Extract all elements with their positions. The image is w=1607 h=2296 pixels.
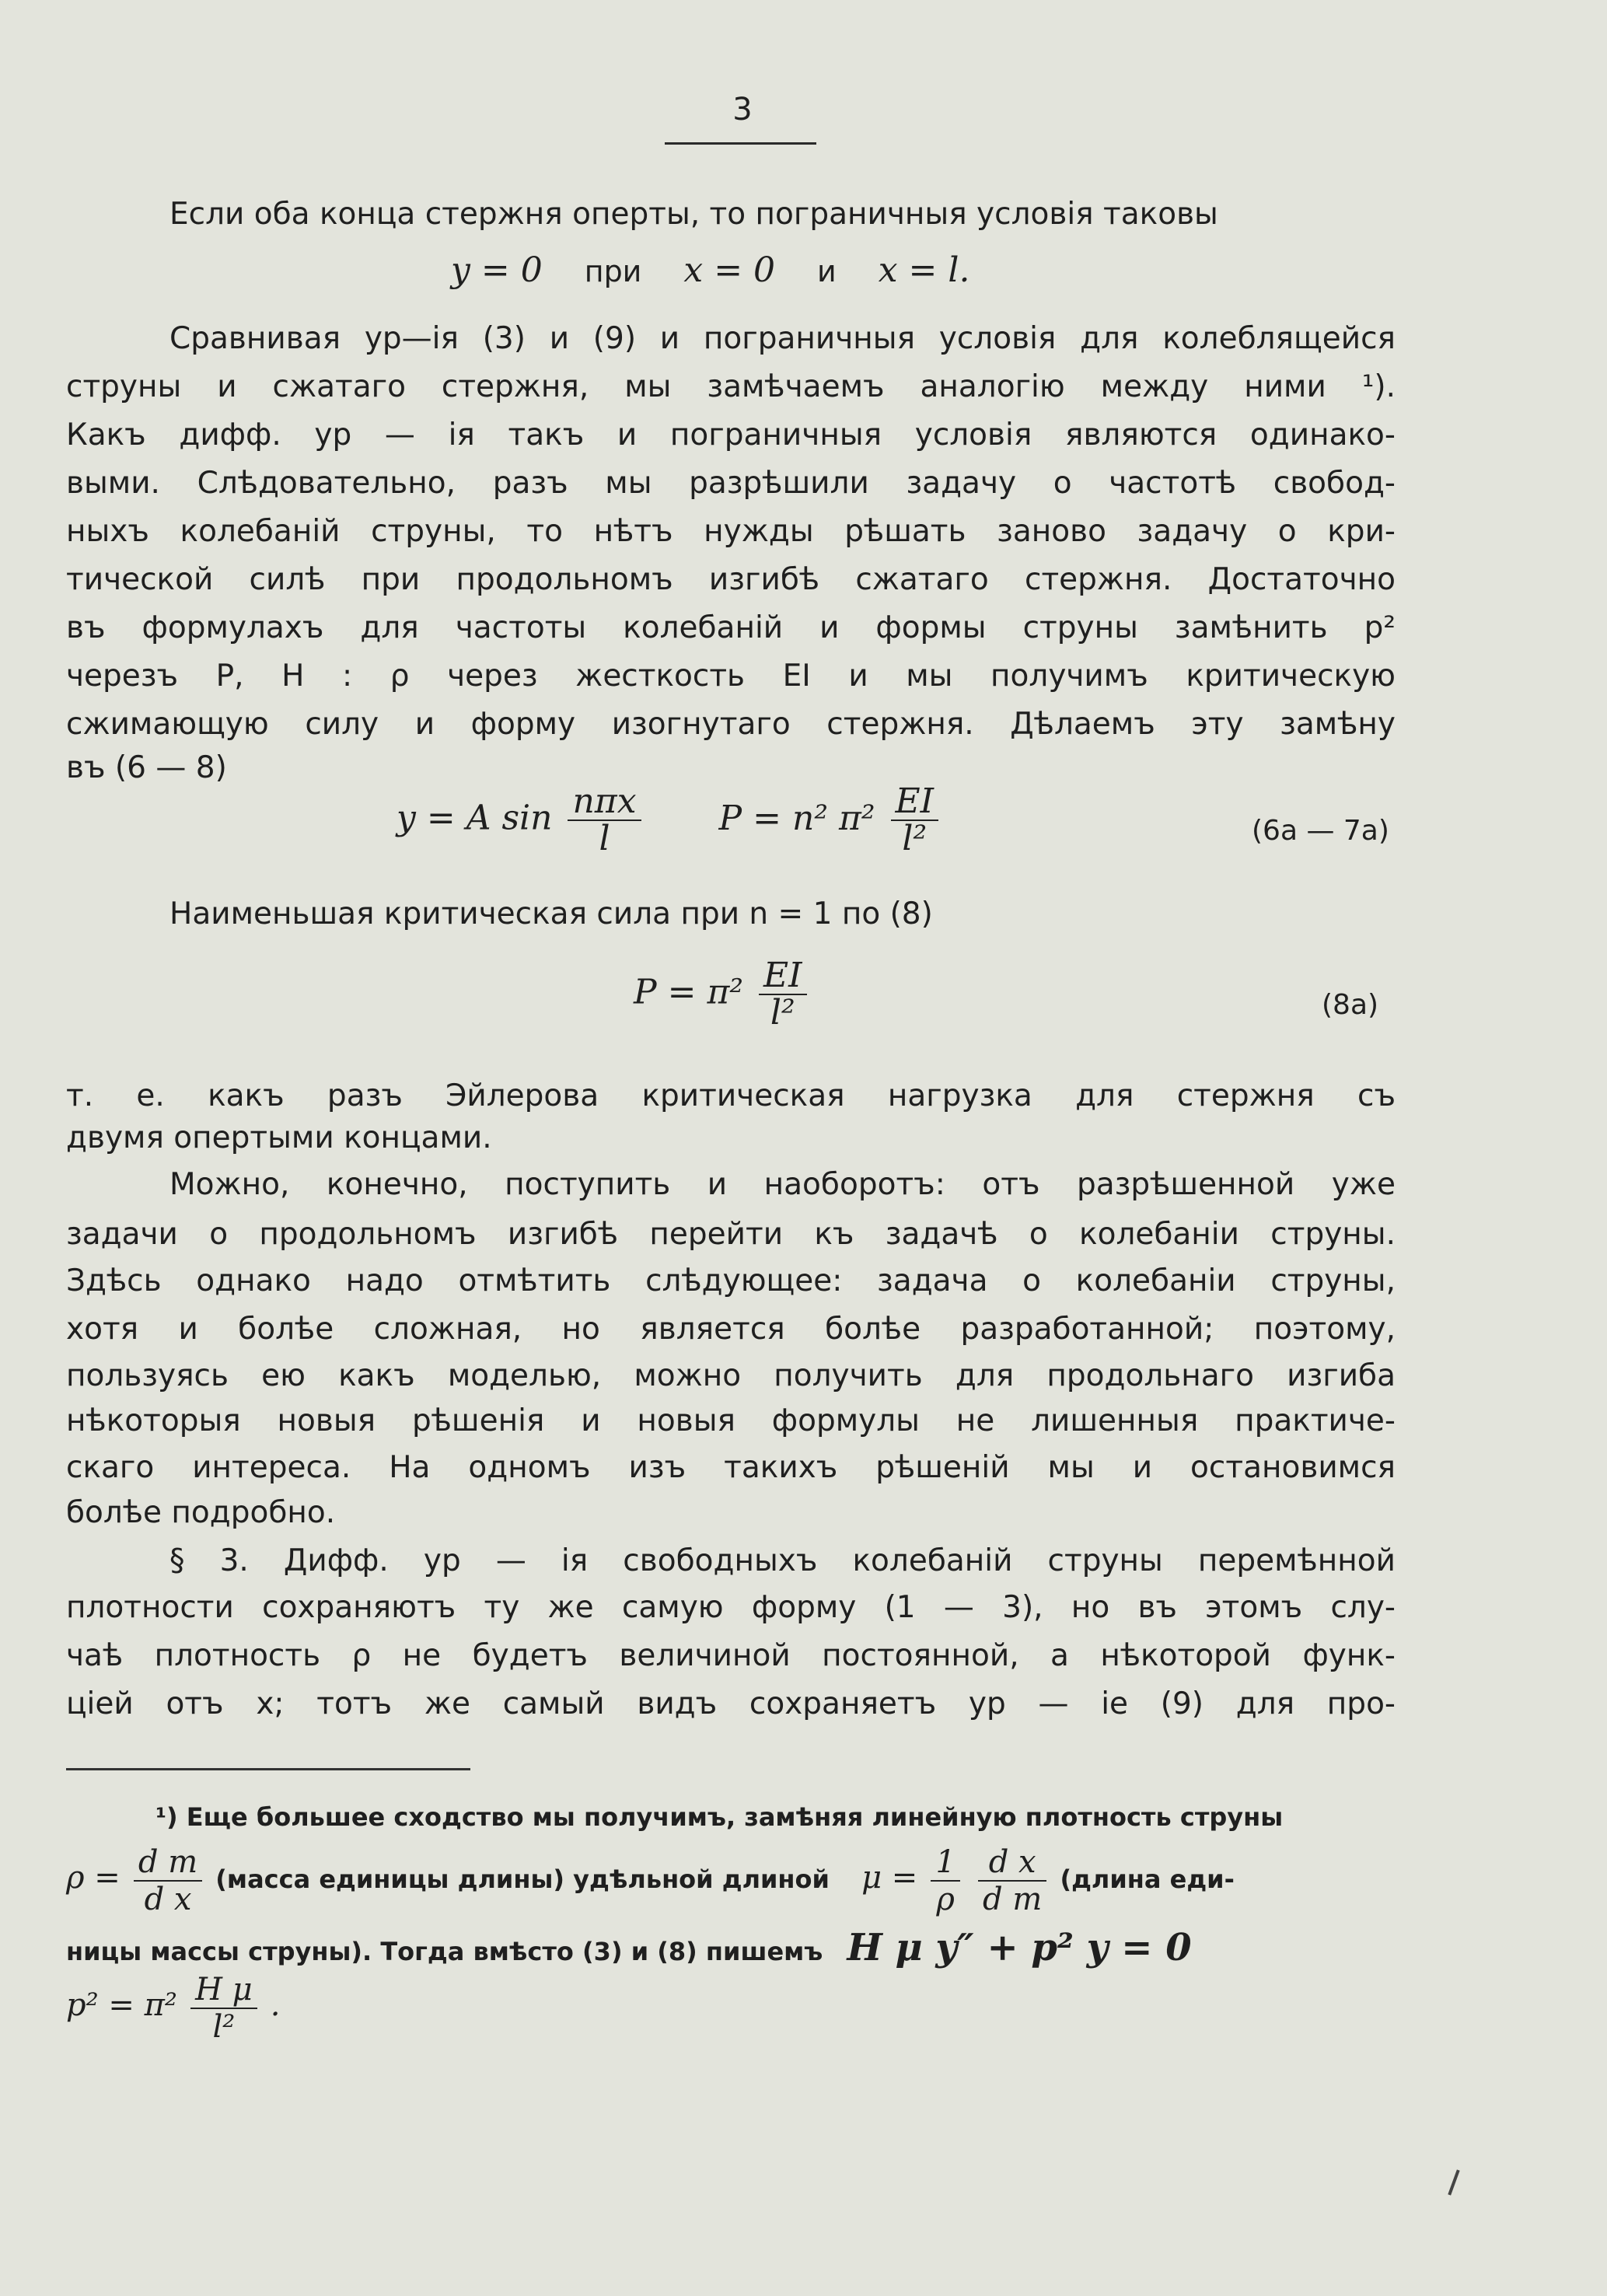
fn-end: . bbox=[270, 1987, 281, 2023]
equation-label-8a: (8а) bbox=[1322, 989, 1379, 1021]
footnote-line: ¹) Еще большее сходство мы получимъ, замѣняя линейную плотность струны bbox=[155, 1802, 1284, 1832]
text-line: пользуясь ею какъ моделью, можно получить для продольнаго изгиба bbox=[66, 1358, 1396, 1393]
text-line: струны и сжатаго стержня, мы замѣчаемъ аналогію между ними ¹). bbox=[66, 369, 1396, 404]
fn-rho: ρ = bbox=[66, 1860, 121, 1896]
fn-line3-text: ницы массы струны). Тогда вмѣсто (3) и (8) пишемъ bbox=[66, 1937, 823, 1966]
eq2-numerator: nπx bbox=[572, 781, 637, 821]
text-line: Здѣсь однако надо отмѣтить слѣдующее: задача о колебаніи струны, bbox=[66, 1263, 1396, 1298]
eq1-eq: = 0 bbox=[480, 250, 543, 290]
fn-f4-denominator: l² bbox=[190, 2008, 257, 2045]
text-line: черезъ P, H : ρ через жесткость EI и мы получимъ критическую bbox=[66, 659, 1396, 694]
page-number: 3 bbox=[732, 92, 753, 128]
fn-fraction-dm-dx bbox=[134, 1844, 202, 1917]
footnote-formula-line bbox=[66, 1972, 1396, 2045]
fn-f1-denominator: d x bbox=[134, 1880, 202, 1917]
fn-p2: p² = π² bbox=[66, 1987, 177, 2023]
margin-mark bbox=[1448, 2169, 1459, 2195]
text-line: Если оба конца стержня оперты, то пограничныя условія таковы bbox=[169, 197, 1218, 232]
text-line: Сравнивая ур—ія (3) и (9) и пограничныя условія для колеблящейся bbox=[169, 321, 1396, 356]
text-line: Какъ дифф. ур — ія такъ и пограничныя условія являются одинако- bbox=[66, 418, 1396, 453]
section-heading-line: § 3. Дифф. ур — ія свободныхъ колебаній струны перемѣнной bbox=[169, 1543, 1396, 1578]
eq2-fraction bbox=[568, 781, 641, 858]
text-line: выми. Слѣдовательно, разъ мы разрѣшили задачу о частотѣ свобод- bbox=[66, 466, 1396, 501]
fn-f4-numerator: H μ bbox=[195, 1972, 253, 2008]
eq3-numerator: EI bbox=[763, 956, 802, 995]
footnote-rule bbox=[66, 1768, 470, 1770]
eq2-lhs2: P = n² π² bbox=[718, 798, 875, 838]
fn-mu: μ = bbox=[861, 1860, 918, 1896]
fn-mid-text: (масса единицы длины) удѣльной длиной bbox=[215, 1864, 830, 1894]
equation-label-6a-7a: (6а — 7а) bbox=[1252, 815, 1389, 847]
text-line: тической силѣ при продольномъ изгибѣ сжатаго стержня. Достаточно bbox=[66, 562, 1396, 597]
fn-fraction-dx-dm bbox=[978, 1844, 1046, 1917]
text-line: сжимающую силу и форму изогнутаго стержня. Дѣлаемъ эту замѣну bbox=[66, 707, 1396, 742]
text-line: скаго интереса. На одномъ изъ такихъ рѣшеній мы и остановимся bbox=[66, 1450, 1396, 1485]
eq3-fraction bbox=[759, 958, 807, 1031]
text-line: Наименьшая критическая сила при n = 1 по (8) bbox=[169, 896, 933, 931]
eq2-numerator2: EI bbox=[895, 781, 934, 821]
page-number-rule bbox=[665, 142, 816, 145]
text-line: нѣкоторыя новыя рѣшенія и новыя формулы не лишенныя практиче- bbox=[66, 1403, 1396, 1438]
eq2-denominator: l bbox=[568, 820, 641, 857]
eq1-and: и bbox=[817, 254, 837, 288]
text-line: хотя и болѣе сложная, но является болѣе разработанной; поэтому, bbox=[66, 1312, 1396, 1347]
fn-f1-numerator: d m bbox=[138, 1844, 198, 1880]
eq2-lhs: y = A sin bbox=[397, 798, 553, 838]
eq1-x1: x = 0 bbox=[683, 250, 776, 290]
text-line: ныхъ колебаній струны, то нѣтъ нужды рѣшать заново задачу о кри- bbox=[66, 514, 1396, 549]
eq2-fraction2 bbox=[891, 781, 939, 858]
eq1-x2: x = l. bbox=[878, 250, 970, 290]
eq1-y: y bbox=[451, 250, 470, 290]
text-line: Можно, конечно, поступить и наоборотъ: отъ разрѣшенной уже bbox=[169, 1167, 1396, 1202]
fn-f2-numerator: 1 bbox=[935, 1844, 955, 1880]
fn-fraction-1-rho bbox=[931, 1844, 959, 1917]
text-line: т. е. какъ разъ Эйлерова критическая нагрузка для стержня съ bbox=[66, 1078, 1396, 1113]
eq1-at: при bbox=[584, 254, 642, 288]
text-line: чаѣ плотность ρ не будетъ величиной постоянной, а нѣкоторой функ- bbox=[66, 1638, 1396, 1673]
footnote-line bbox=[66, 1928, 1396, 1971]
text-line: въ (6 — 8) bbox=[66, 750, 227, 785]
text-line: плотности сохраняютъ ту же самую форму (1 — 3), но въ этомъ слу- bbox=[66, 1590, 1396, 1625]
fn-fraction-hmu-l2 bbox=[190, 1972, 257, 2045]
text-line: въ формулахъ для частоты колебаній и формы струны замѣнить p² bbox=[66, 610, 1396, 645]
text-line: ціей отъ x; тотъ же самый видъ сохраняетъ ур — іе (9) для про- bbox=[66, 1686, 1396, 1721]
eq2-denominator2: l² bbox=[891, 820, 939, 857]
text-line: задачи о продольномъ изгибѣ перейти къ задачѣ о колебаніи струны. bbox=[66, 1217, 1396, 1252]
equation-6a-7a bbox=[397, 781, 943, 858]
fn-f3-denominator: d m bbox=[978, 1880, 1046, 1917]
footnote-formula-line bbox=[66, 1844, 1396, 1917]
fn-f2-denominator: ρ bbox=[931, 1880, 959, 1917]
fn-f3-numerator: d x bbox=[988, 1844, 1036, 1880]
fn-equation: H μ y″ + p² y = 0 bbox=[847, 1926, 1192, 1969]
text-line: двумя опертыми концами. bbox=[66, 1120, 492, 1155]
eq3-denominator: l² bbox=[759, 994, 807, 1031]
eq3-lhs: P = π² bbox=[634, 972, 744, 1012]
fn-tail-text: (длина еди- bbox=[1060, 1864, 1235, 1894]
text-line: болѣе подробно. bbox=[66, 1495, 336, 1530]
equation-8a bbox=[634, 958, 812, 1031]
equation-boundary-conditions bbox=[451, 250, 969, 290]
